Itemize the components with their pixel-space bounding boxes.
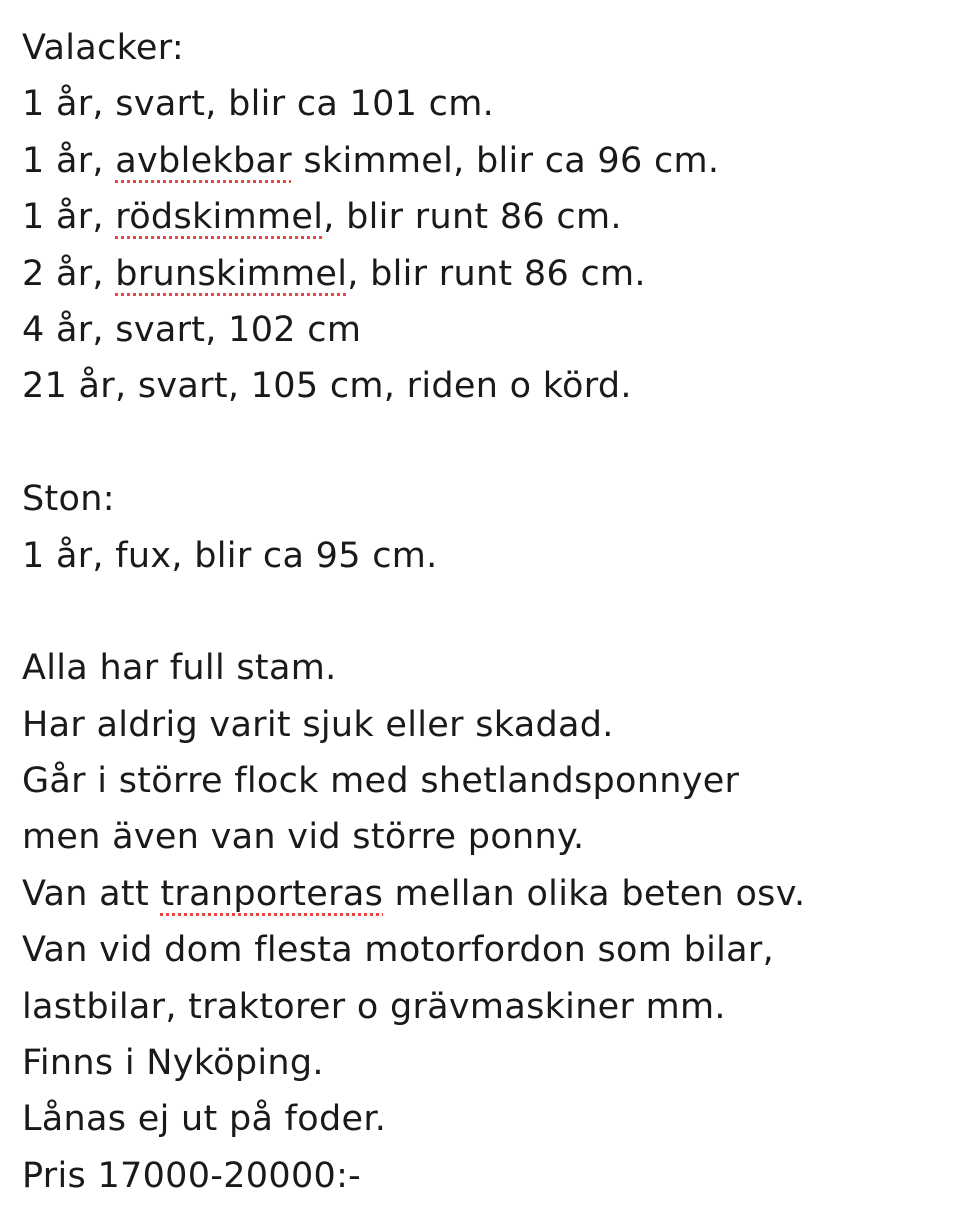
text-segment: 1 år, svart, blir ca 101 cm.: [22, 84, 495, 125]
text-line-info-6: [22, 922, 952, 978]
text-line-info-8: [22, 1035, 952, 1091]
text-line-info-3: [22, 753, 952, 809]
text-segment: Pris 17000-20000:-: [22, 1155, 362, 1196]
text-segment: Går i större flock med shetlandsponnyer: [22, 761, 740, 802]
text-line-price: [22, 1148, 952, 1204]
text-segment: Valacker:: [22, 28, 184, 68]
text-line-valack-5: [22, 302, 952, 358]
text-segment: Har aldrig varit sjuk eller skadad.: [22, 704, 614, 745]
text-segment: skimmel, blir ca 96 cm.: [291, 140, 720, 181]
text-segment: Finns i Nyköping.: [22, 1043, 324, 1084]
text-segment: men även van vid större ponny.: [22, 817, 585, 858]
text-line-sto-1: [22, 528, 952, 584]
misspelled-word: brunskimmel: [115, 253, 348, 294]
text-line-valack-6: [22, 358, 952, 414]
text-line-info-5: [22, 866, 952, 922]
text-segment: 4 år, svart, 102 cm: [22, 309, 362, 350]
text-segment: lastbilar, traktorer o grävmaskiner mm.: [22, 986, 726, 1027]
text-segment: 1 år, fux, blir ca 95 cm.: [22, 535, 438, 576]
text-segment: Van att: [22, 873, 161, 914]
text-line-info-7: [22, 979, 952, 1035]
text-segment: 1 år,: [22, 140, 116, 181]
text-line-info-4: [22, 809, 952, 865]
text-segment: Lånas ej ut på foder.: [22, 1099, 387, 1140]
text-segment: 21 år, svart, 105 cm, riden o körd.: [22, 366, 632, 407]
text-segment: 1 år,: [22, 197, 116, 238]
text-line-valack-4: [22, 246, 952, 302]
text-line-valack-3: [22, 189, 952, 245]
text-line-info-2: [22, 697, 952, 753]
blank-line: [22, 584, 952, 640]
text-segment: mellan olika beten osv.: [383, 873, 806, 914]
text-line-info-1: [22, 640, 952, 696]
text-segment: Alla har full stam.: [22, 648, 337, 689]
misspelled-word: avblekbar: [115, 140, 292, 181]
text-line-ston-heading: [22, 471, 952, 527]
text-segment: , blir runt 86 cm.: [347, 253, 646, 294]
text-line-info-9: [22, 1091, 952, 1147]
text-line-valack-2: [22, 133, 952, 189]
text-segment: Van vid dom flesta motorfordon som bilar,: [22, 930, 774, 971]
text-segment: 2 år,: [22, 253, 116, 294]
text-line-valack-1: [22, 76, 952, 132]
misspelled-word: rödskimmel: [115, 197, 324, 238]
misspelled-word: tranporteras: [160, 873, 384, 914]
blank-line: [22, 415, 952, 471]
text-segment: , blir runt 86 cm.: [323, 197, 622, 238]
text-line-valacker-heading: [22, 20, 952, 76]
document-body: [22, 20, 952, 1204]
text-segment: Ston:: [22, 479, 115, 520]
